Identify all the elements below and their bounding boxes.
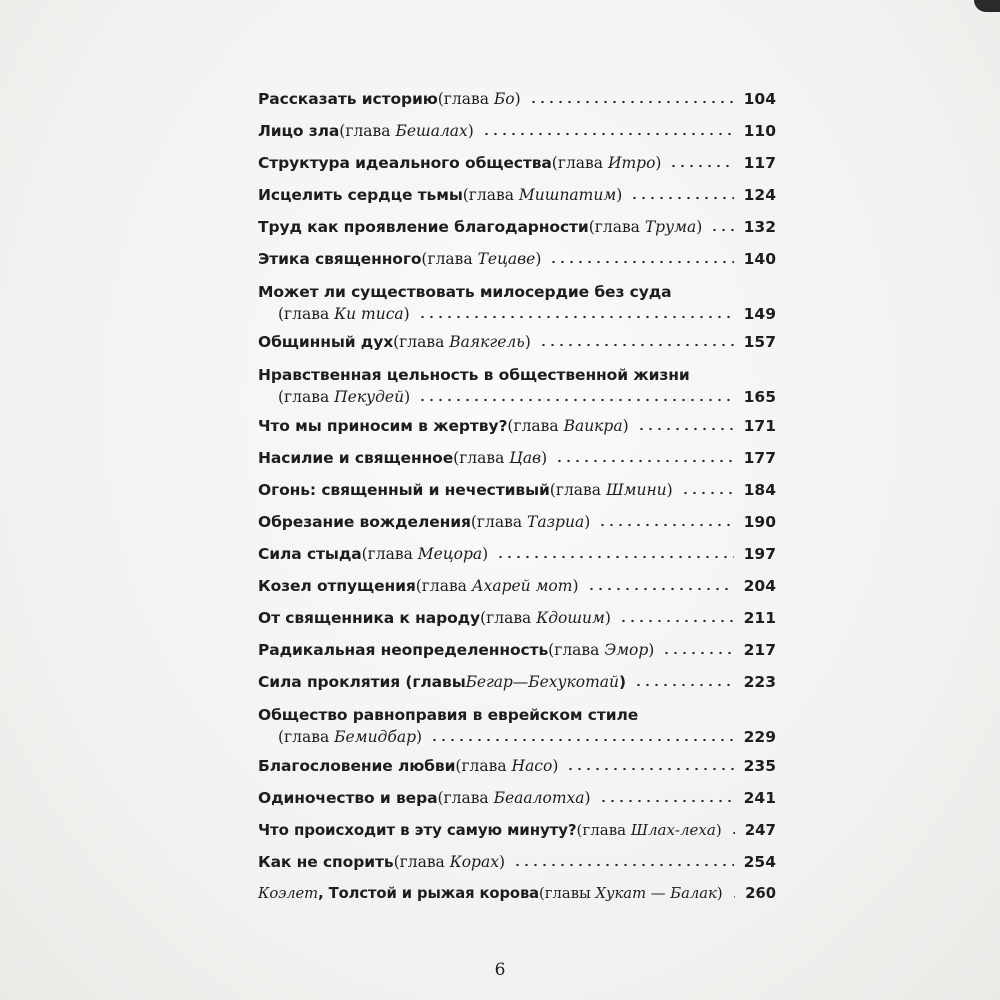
toc-page-number: 149	[743, 305, 776, 323]
toc-entry	[258, 281, 776, 325]
toc-page-number: 132	[743, 218, 776, 236]
toc-entry	[258, 248, 776, 270]
toc-chapter: (глава Тазриа)	[470, 513, 591, 531]
toc-chapter: (глава Мишпатим)	[462, 186, 623, 204]
toc-entry	[258, 819, 776, 841]
toc-chapter: (главы Хукат — Балак)	[539, 885, 723, 902]
toc-title: Благословение любви	[258, 757, 456, 775]
toc-entry	[258, 479, 776, 501]
dot-leader	[539, 342, 734, 348]
toc-entry	[258, 216, 776, 238]
toc-chapter: (глава Ки тиса)	[278, 305, 410, 323]
toc-chapter: (глава Бемидбар)	[278, 728, 423, 746]
toc-page-number: 235	[743, 757, 776, 775]
toc-entry	[258, 511, 776, 533]
toc-page-number: 223	[743, 673, 776, 691]
toc-chapter: (глава Беаалотха)	[437, 789, 591, 807]
toc-chapter: (глава Шлах-леха)	[576, 821, 722, 839]
toc-entry: Сила проклятия (главы Бегар — Бехукотай ) 223	[258, 673, 776, 691]
toc-title: Лицо зла	[258, 122, 340, 140]
toc-page-number: 204	[743, 577, 776, 595]
toc-entry	[258, 787, 776, 809]
toc-title: Структура идеального общества	[258, 154, 552, 172]
toc-chapter: (глава Пекудей)	[278, 388, 411, 406]
dot-leader	[418, 397, 734, 403]
toc-entry	[258, 152, 776, 174]
toc-page-number: 157	[743, 333, 776, 351]
toc-page-number: 124	[743, 186, 776, 204]
toc-page-number: 217	[743, 641, 776, 659]
dot-leader	[730, 830, 735, 836]
dot-leader	[630, 195, 733, 201]
toc-page-number: 260	[745, 885, 776, 902]
toc-entry	[258, 88, 776, 110]
toc-title: Общинный дух	[258, 333, 394, 351]
toc-title: Огонь: священный и нечестивый	[258, 481, 550, 499]
toc-chapter: (глава Тецаве)	[421, 250, 542, 268]
dot-leader	[637, 426, 734, 432]
toc-title: Обрезание вожделения	[258, 513, 471, 531]
toc-chapter: (глава Ахарей мот)	[415, 577, 579, 595]
toc-chapter: Бегар	[465, 673, 513, 691]
toc-page-number: 184	[743, 481, 776, 499]
dot-leader	[669, 163, 733, 169]
toc-entry	[258, 704, 776, 748]
toc-entry	[258, 184, 776, 206]
toc-entry	[258, 883, 776, 905]
toc-title: Исцелить сердце тьмы	[258, 186, 463, 204]
dot-leader	[418, 314, 734, 320]
toc-chapter: (глава Насо)	[455, 757, 559, 775]
toc-entry	[258, 331, 776, 353]
toc-title: Этика священного	[258, 250, 422, 268]
dot-leader	[662, 650, 733, 656]
toc-entry	[258, 447, 776, 469]
toc-title: Сила стыда	[258, 545, 362, 563]
toc-entry	[258, 415, 776, 437]
toc-page-number: 110	[743, 122, 776, 140]
toc-title: Как не спорить	[258, 853, 394, 871]
dot-leader	[496, 554, 733, 560]
toc-page-number: 229	[743, 728, 776, 746]
toc-title: Козел отпущения	[258, 577, 416, 595]
toc-chapter: (глава Ваякгель)	[393, 333, 531, 351]
toc-title: Насилие и священное	[258, 449, 454, 467]
toc-page-number: 177	[743, 449, 776, 467]
toc-page-number: 165	[743, 388, 776, 406]
toc-title: От священника к народу	[258, 609, 481, 627]
toc-title: Рассказать историю	[258, 90, 438, 108]
dot-leader	[731, 894, 736, 900]
toc-title: Радикальная неопределенность	[258, 641, 549, 659]
toc-entry	[258, 851, 776, 873]
toc-page-number: 104	[743, 90, 776, 108]
toc-title: Одиночество и вера	[258, 789, 438, 807]
toc-page-number: 211	[743, 609, 776, 627]
toc-chapter: Бехукотай	[528, 673, 620, 691]
toc-page-number: 241	[743, 789, 776, 807]
dot-leader	[710, 227, 733, 233]
page-number: 6	[494, 960, 506, 980]
page-corner-mark	[974, 0, 1000, 12]
toc-entry	[258, 543, 776, 565]
dot-leader	[599, 798, 734, 804]
dot-leader	[549, 259, 733, 265]
toc-page-number: 254	[743, 853, 776, 871]
dot-leader	[529, 99, 734, 105]
toc-entry	[258, 755, 776, 777]
toc-title: Сила проклятия (главы	[258, 673, 466, 691]
dot-leader	[681, 490, 734, 496]
toc-title: Что мы приносим в жертву?	[258, 417, 508, 435]
toc-chapter: (глава Бо)	[437, 90, 521, 108]
dot-leader	[430, 737, 734, 743]
toc-chapter: (глава Бешалах)	[339, 122, 474, 140]
toc-chapter: (глава Шмини)	[549, 481, 673, 499]
toc-title: , Толстой и рыжая корова	[318, 885, 540, 902]
toc-chapter: (глава Цав)	[453, 449, 548, 467]
dot-leader	[482, 131, 734, 137]
dot-leader	[634, 682, 734, 688]
toc-page-number: 140	[743, 250, 776, 268]
toc-entry	[258, 364, 776, 408]
toc-chapter: (глава Эмор)	[548, 641, 655, 659]
toc-page-number: 117	[743, 154, 776, 172]
toc-page-number: 171	[743, 417, 776, 435]
toc-entry	[258, 120, 776, 142]
toc-chapter: (глава Итро)	[551, 154, 662, 172]
toc-chapter: (глава Ваикра)	[507, 417, 629, 435]
toc-title-italic: Коэлет	[258, 885, 319, 902]
dot-leader	[566, 766, 733, 772]
toc-chapter: (глава Трума)	[588, 218, 703, 236]
dot-leader	[555, 458, 734, 464]
toc-page-number: 190	[743, 513, 776, 531]
dot-leader	[513, 862, 734, 868]
dot-leader	[619, 618, 734, 624]
toc-title: Труд как проявление благодарности	[258, 218, 589, 236]
toc-page-number: 247	[744, 821, 776, 839]
toc-title: Нравственная цельность в общественной жизни	[258, 366, 690, 384]
toc-chapter: (глава Корах)	[393, 853, 506, 871]
toc-title: Общество равноправия в еврейском стиле	[258, 706, 639, 724]
dot-leader	[598, 522, 733, 528]
toc-entry	[258, 639, 776, 661]
toc-chapter: (глава Кдошим)	[480, 609, 611, 627]
toc-title: Может ли существовать милосердие без суда	[258, 283, 672, 301]
toc-chapter: (глава Мецора)	[361, 545, 489, 563]
toc-entry	[258, 607, 776, 629]
toc-title: Что происходит в эту самую минуту?	[258, 821, 577, 839]
toc-page-number: 197	[743, 545, 776, 563]
dot-leader	[587, 586, 734, 592]
toc-entry	[258, 575, 776, 597]
